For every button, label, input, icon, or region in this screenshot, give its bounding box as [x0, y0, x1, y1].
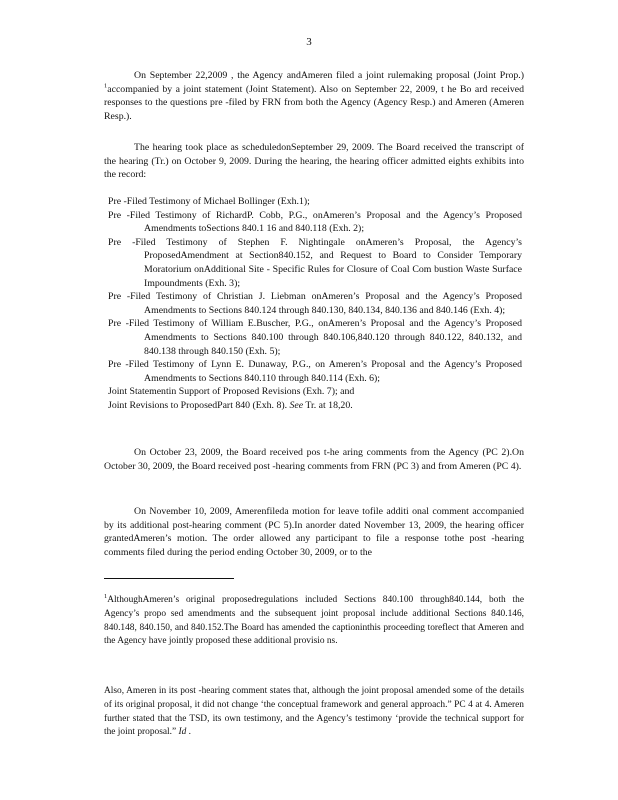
citation-signal: See [289, 399, 304, 411]
exhibit-item: Pre -Filed Testimony of William E.Buscher, P.G., onAmeren’s Proposal and the Agency’s Proposed Amendments to Sections 840.100 through 840.106,840.120 through 840.122, 840.132, and 840.138 through 840.150 (Exh. 5); [108, 318, 522, 357]
paragraph-post-hearing-comments [104, 446, 524, 473]
exhibit-item: Pre -Filed Testimony of Michael Bollinger (Exh.1); [108, 196, 310, 207]
footnote [104, 585, 524, 658]
page-number: 3 [306, 36, 312, 48]
footnote-end: . [186, 727, 191, 738]
exhibit-item: Pre -Filed Testimony of Stephen F. Nightingale onAmeren’s Proposal, the Agency’s ProposedAmendment at Section840.152, and Request to Board to Consider Temporary Moratorium onAdditional Site - Specific Rules for Closure of Coal Com bustion Waste Surface Impoundments (Exh. 3); [108, 236, 522, 289]
citation-text: Tr. at 18,20. [303, 399, 353, 411]
footnote-text: AlthoughAmeren’s original proposedregulations included Sections 840.100 through840.144, both the Agency’s propo sed amendments and the subsequent joint proposal include additional Sections 840.146, 840.148, 840.150, and 840.152.The Board has amended the captioninthis proceeding toreflect that Ameren and the Agency have jointly proposed these additional provisio ns. [104, 595, 524, 647]
paragraph-text: The hearing took place as scheduledonSeptember 29, 2009. The Board received the transcript of the hearing (Tr.) on October 9, 2009. During the hearing, the hearing officer admitted eights exhibits into the record: [104, 142, 524, 181]
footnote-text: Also, Ameren in its post -hearing comment states that, although the joint proposal amended some of the details of its original proposal, it did not change ‘the conceptual framework and general approach.” PC 4 at 4. Ameren further stated that the TSD, its own testimony, and the Agency’s testimony ‘provide the technical support for the joint proposal.” [104, 686, 524, 738]
footnote-divider [104, 578, 234, 579]
exhibit-item: Pre -Filed Testimony of RichardP. Cobb, P.G., onAmeren’s Proposal and the Agency’s Proposed Amendments toSections 840.1 16 and 840.118 (Exh. 2); [108, 209, 522, 235]
exhibit-list [108, 195, 522, 413]
paragraph-text: On September 22,2009 , the Agency andAmeren filed a joint rulemaking proposal (Joint Prop.) [134, 70, 524, 81]
exhibit-text: Joint Revisions to ProposedPart 840 (Exh. 8). [108, 399, 288, 411]
paragraph-text: accompanied by a joint statement (Joint Statement). Also on September 22, 2009, t he Bo ard received responses to the questions pre -filed by FRN from both the Agency (Agency Resp.) and Ameren (Ameren Resp.). [104, 83, 524, 122]
exhibit-item: Pre -Filed Testimony of Lynn E. Dunaway, P.G., on Ameren’s Proposal and the Agency’s Proposed Amendments to Sections 840.110 through 840.114 (Exh. 6); [108, 359, 522, 384]
paragraph-text: On October 23, 2009, the Board received pos t-he aring comments from the Agency (PC 2).On October 30, 2009, the Board received post -hearing comments from FRN (PC 3) and from Ameren (PC 4). [104, 447, 524, 472]
paragraph-text: On November 10, 2009, Amerenfileda motion for leave tofile additi onal comment accompanied by its additional post-hearing comment (PC 5).In anorder dated November 13, 2009, the hearing officer grantedAmeren’s motion. The order allowed any participant to file a response tothe post -hearing comments filed during the period ending October 30, 2009, or to the [104, 506, 524, 558]
footnote-mark: 1 [104, 593, 108, 601]
paragraph-motion [104, 505, 524, 559]
paragraph-hearing [104, 141, 524, 182]
exhibit-item: Joint Statementin Support of Proposed Revisions (Exh. 7); and [108, 386, 355, 398]
exhibit-item: Pre -Filed Testimony of Christian J. Liebman onAmeren’s Proposal and the Agency’s Proposed Amendments to Sections 840.124 through 840.130, 840.134, 840.136 and 840.146 (Exh. 4); [108, 291, 522, 316]
footnote-continuation [104, 676, 524, 749]
exhibit-item [108, 399, 522, 413]
paragraph-joint-proposal [104, 69, 524, 123]
citation-id: Id [178, 727, 187, 738]
footnote-reference[interactable]: 1 [104, 82, 108, 90]
